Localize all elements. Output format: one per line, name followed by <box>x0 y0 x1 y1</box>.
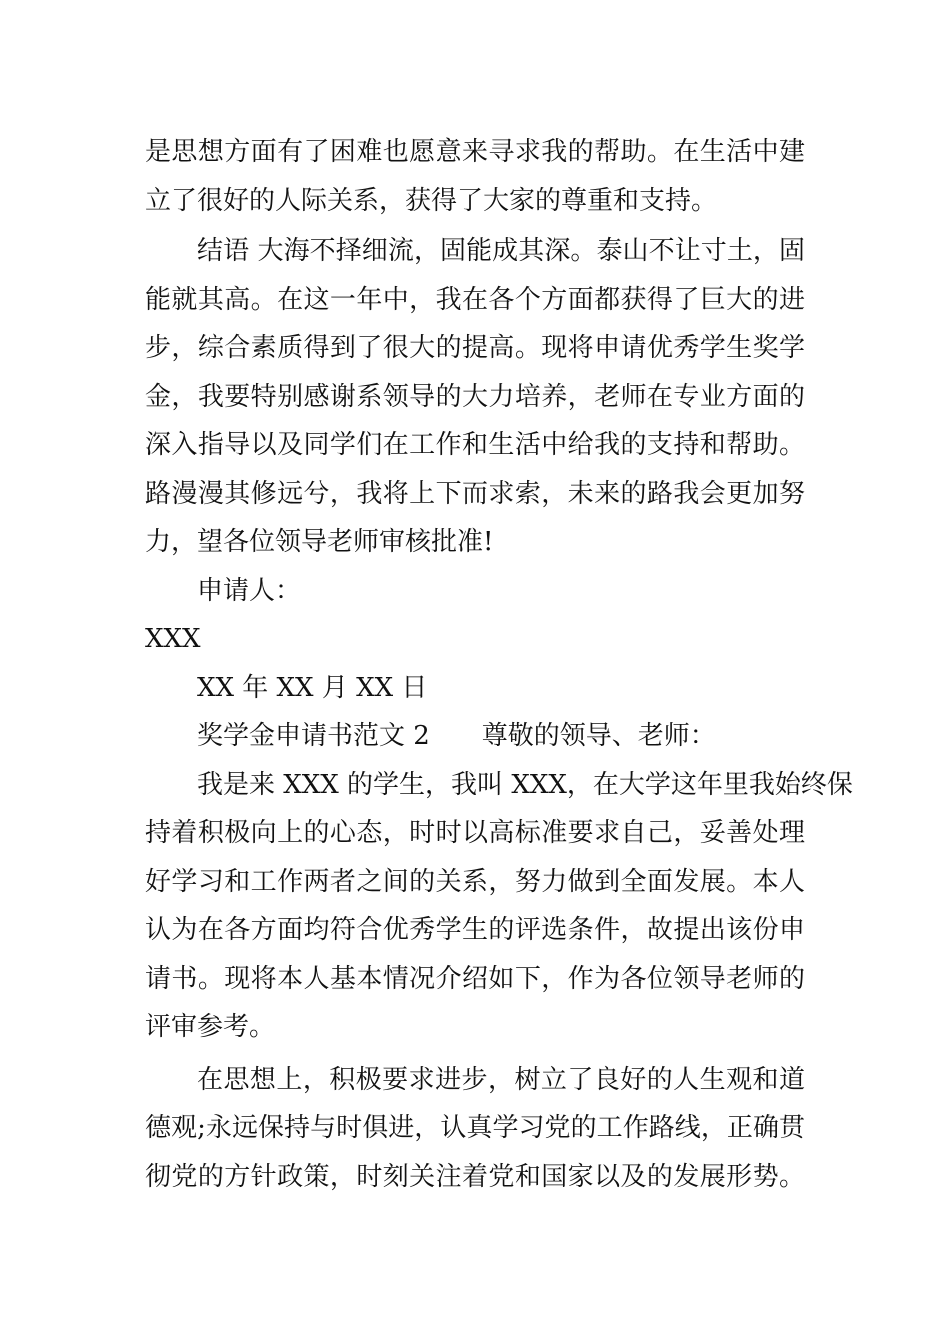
text-line-4: 能就其高。在这一年中，我在各个方面都获得了巨大的进 <box>145 284 805 315</box>
text-line-7: 深入指导以及同学们在工作和生活中给我的支持和帮助。 <box>145 430 805 460</box>
text-line-17: 认为在各方面均符合优秀学生的评选条件，故提出该份申 <box>145 915 805 945</box>
application-date: XX 年 XX 月 XX 日 <box>197 672 428 703</box>
text-line-19: 评审参考。 <box>145 1012 276 1042</box>
text-line-16: 好学习和工作两者之间的关系，努力做到全面发展。本人 <box>145 866 805 897</box>
text-line-8: 路漫漫其修远兮，我将上下而求索，未来的路我会更加努 <box>145 478 805 509</box>
text-line-9: 力，望各位领导老师审核批准! <box>145 527 494 557</box>
text-line-22: 彻党的方针政策，时刻关注着党和国家以及的发展形势。 <box>145 1161 805 1192</box>
text-line-6: 金，我要特别感谢系领导的大力培养，老师在专业方面的 <box>145 381 805 412</box>
sample-title-and-greeting: 奖学金申请书范文 2 尊敬的领导、老师： <box>197 721 716 751</box>
text-line-2: 立了很好的人际关系，获得了大家的尊重和支持。 <box>145 185 718 216</box>
document-body <box>145 128 853 1201</box>
text-line-14: 我是来 XXX 的学生，我叫 XXX，在大学这年里我始终保 <box>197 769 853 800</box>
text-line-1: 是思想方面有了困难也愿意来寻求我的帮助。在生活中建 <box>145 137 805 167</box>
text-line-15: 持着积极向上的心态，时时以高标准要求自己，妥善处理 <box>145 818 805 848</box>
applicant-name: XXX <box>145 624 201 654</box>
text-line-5: 步，综合素质得到了很大的提高。现将申请优秀学生奖学 <box>145 333 805 363</box>
applicant-label: 申请人： <box>197 575 302 606</box>
text-line-20: 在思想上，积极要求进步，树立了良好的人生观和道 <box>197 1064 805 1095</box>
text-line-21: 德观;永远保持与时俱进，认真学习党的工作路线，正确贯 <box>145 1113 805 1143</box>
text-line-18: 请书。现将本人基本情况介绍如下，作为各位领导老师的 <box>145 963 805 994</box>
text-line-3: 结语 大海不择细流，固能成其深。泰山不让寸土，固 <box>197 236 805 266</box>
